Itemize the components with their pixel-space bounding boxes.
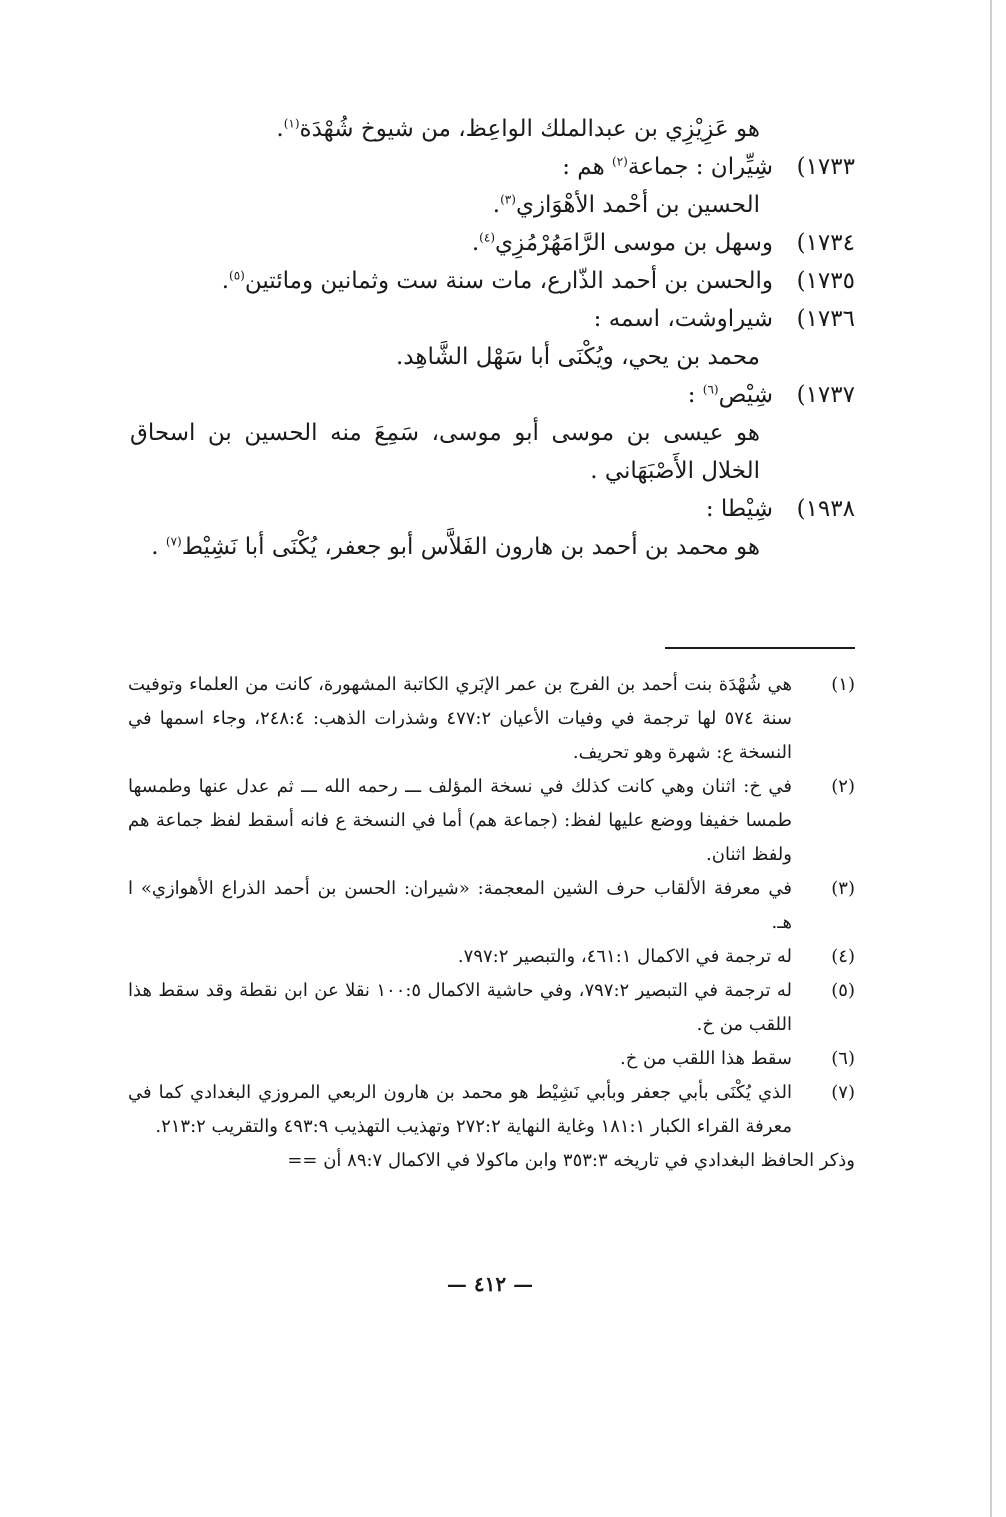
entry-number: ١٧٣٣) bbox=[796, 154, 855, 180]
line-text: الحسين بن أحْمد الأهْوَازي bbox=[515, 192, 760, 218]
footnote-number: (٥) bbox=[831, 980, 855, 1001]
entry-line bbox=[130, 528, 855, 566]
scan-edge-line bbox=[990, 0, 992, 1517]
line-text: شِيِّران : جماعة bbox=[627, 154, 773, 180]
entry-number: ١٧٣٤) bbox=[796, 230, 855, 256]
footnote-number: (٤) bbox=[831, 946, 855, 967]
footnote-ref[interactable]: (٤) bbox=[479, 230, 495, 245]
line-text: محمد بن يحي، ويُكْنَى أبا سَهْل الشَّاهِد. bbox=[395, 344, 760, 370]
footnote bbox=[128, 872, 855, 940]
footnote bbox=[128, 974, 855, 1042]
line-tail: . bbox=[276, 116, 284, 142]
line-tail: . bbox=[471, 230, 480, 256]
line-tail: : bbox=[687, 382, 703, 408]
footnote bbox=[128, 1076, 855, 1144]
footnote-number: (٧) bbox=[831, 1082, 855, 1103]
footnote-ref[interactable]: (٣) bbox=[500, 192, 516, 207]
footnote-text: له ترجمة في الاكمال ٤٦١:١، والتبصير ٧٩٧:٢. bbox=[457, 946, 792, 967]
footnote-text: في معرفة الألقاب حرف الشين المعجمة: «شيران: الحسن بن أحمد الذراع الأهوازي» ا هـ. bbox=[128, 878, 792, 933]
footnote-number: (٦) bbox=[831, 1048, 855, 1069]
entry-line bbox=[130, 262, 855, 300]
line-text: شِيْطا : bbox=[705, 496, 773, 522]
entry-line bbox=[130, 414, 855, 490]
line-text: هو محمد بن أحمد بن هارون الفَلاَّس أبو جعفر، يُكْنَى أبا نَشِيْط bbox=[181, 534, 760, 560]
line-text: شِيْص bbox=[718, 382, 773, 408]
footnote-ref[interactable]: (١) bbox=[283, 116, 300, 131]
footnote-number: (٢) bbox=[831, 776, 855, 797]
line-text: هو عَزِيْزِي بن عبدالملك الواعِظ، من شيوخ شُهْدَة bbox=[299, 116, 760, 142]
line-tail: . bbox=[221, 268, 230, 294]
footnote-separator bbox=[665, 647, 855, 649]
footnote-text: هي شُهْدَة بنت أحمد بن الفرج بن عمر الإبَري الكاتبة المشهورة، كانت من العلماء وتوفيت سنة ٥٧٤ لها ترجمة في وفيات الأعيان ٤٧٧:٢ وشذرات الذهب: ٢٤٨:٤، وجاء اسمها في النسخة ع: شهرة وهو تحريف. bbox=[128, 674, 792, 763]
line-text: وسهل بن موسى الرَّامَهُرْمُزِي bbox=[495, 230, 773, 256]
line-text: هو عيسى بن موسى أبو موسى، سَمِعَ منه الحسين بن اسحاق الخلال الأَصْبَهَاني . bbox=[130, 420, 760, 484]
page-number: — ٤١٢ — bbox=[446, 1272, 534, 1296]
footnote-number: (٣) bbox=[831, 878, 855, 899]
footnote-continuation: وذكر الحافظ البغدادي في تاريخه ٣٥٣:٣ وابن ماكولا في الاكمال ٨٩:٧ أن == bbox=[287, 1150, 855, 1171]
line-tail: . bbox=[492, 192, 501, 218]
main-text bbox=[130, 110, 855, 566]
entry-number: ١٧٣٥) bbox=[796, 268, 855, 294]
footnote-number: (١) bbox=[831, 674, 855, 695]
footnote-ref[interactable]: (٥) bbox=[229, 268, 245, 283]
footnote bbox=[128, 1042, 855, 1076]
footnote-ref[interactable]: (٦) bbox=[702, 382, 719, 397]
entry-number: ١٩٣٨) bbox=[796, 496, 855, 522]
footnote-ref[interactable]: (٢) bbox=[612, 154, 628, 169]
line-text: والحسن بن أحمد الذّارع، مات سنة ست وثمانين ومائتين bbox=[244, 268, 773, 294]
line-tail: . bbox=[151, 534, 166, 560]
entry-line bbox=[130, 338, 855, 376]
entry-line bbox=[130, 148, 855, 186]
entry-line bbox=[130, 376, 855, 414]
line-tail: هم : bbox=[562, 154, 613, 180]
footnotes bbox=[128, 668, 855, 1178]
entry-line bbox=[130, 490, 855, 528]
footnote bbox=[128, 770, 855, 872]
footnote-text: في خ: اثنان وهي كانت كذلك في نسخة المؤلف ـــ رحمه الله ـــ ثم عدل عنها وطمسها طمسا خفيفا ووضع عليها لفظ: (جماعة هم) أما في النسخة ع فانه أسقط لفظ جماعة هم ولفظ اثنان. bbox=[128, 776, 792, 865]
entry-line bbox=[130, 224, 855, 262]
entry-number: ١٧٣٦) bbox=[796, 306, 855, 332]
line-text: شيراوشت، اسمه : bbox=[593, 306, 773, 332]
footnote-text: سقط هذا اللقب من خ. bbox=[619, 1048, 792, 1069]
footnote-ref[interactable]: (٧) bbox=[165, 534, 182, 549]
footnote-text: له ترجمة في التبصير ٧٩٧:٢، وفي حاشية الاكمال ١٠٠:٥ نقلا عن ابن نقطة وقد سقط هذا اللقب من خ. bbox=[128, 980, 793, 1035]
footnote bbox=[128, 668, 855, 770]
entry-line bbox=[130, 110, 855, 148]
footnote-text: الذي يُكْنَى بأبي جعفر وبأبي نَشِيْط هو محمد بن هارون الربعي المروزي البغدادي كما في معرفة القراء الكبار ١٨١:١ وغاية النهاية ٢٧٢:٢ وتهذيب التهذيب ٤٩٣:٩ والتقريب ٢١٣:٢. bbox=[128, 1082, 792, 1137]
entry-number: ١٧٣٧) bbox=[796, 382, 855, 408]
footnote bbox=[128, 940, 855, 974]
entry-line bbox=[130, 186, 855, 224]
entry-line bbox=[130, 300, 855, 338]
